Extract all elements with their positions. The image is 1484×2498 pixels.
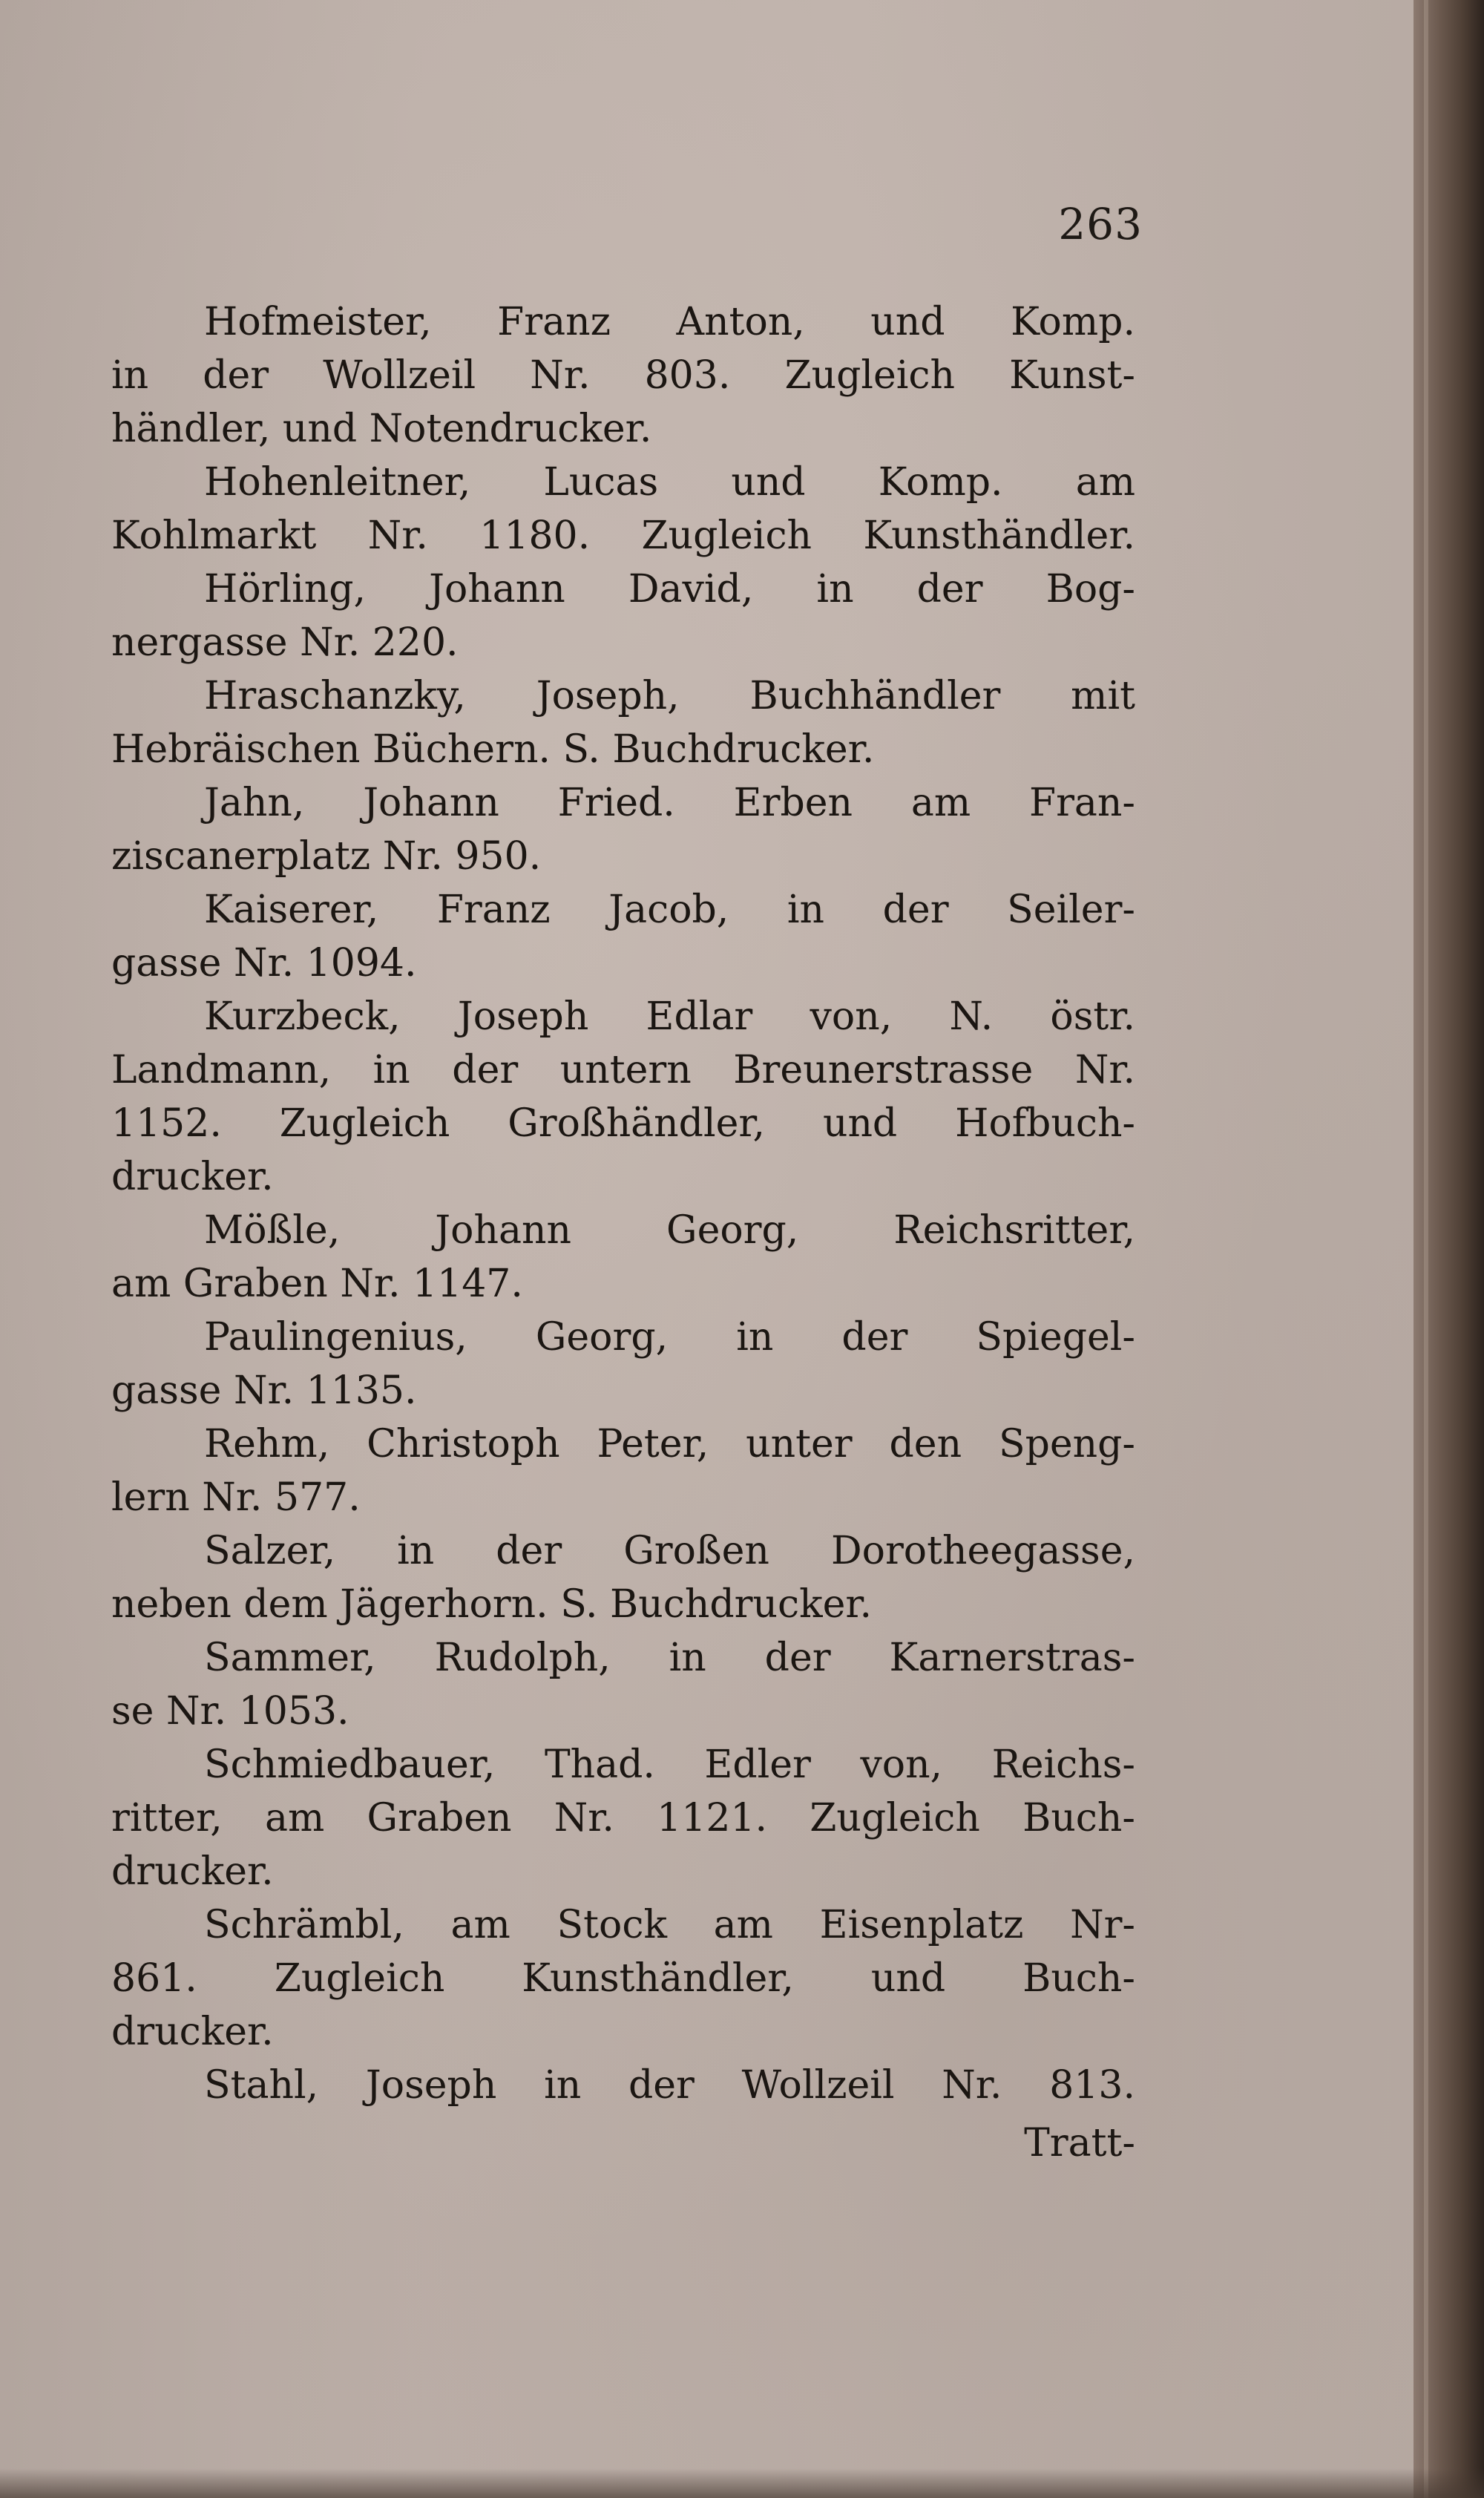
page-bottom-shadow — [0, 2468, 1484, 2498]
text-line: nergasse Nr. 220. — [111, 620, 459, 665]
text-line: in der Wollzeil Nr. 803. Zugleich Kunst- — [111, 353, 1135, 398]
text-line: ziscanerplatz Nr. 950. — [111, 834, 542, 879]
text-line: gasse Nr. 1135. — [111, 1368, 417, 1413]
text-line: drucker. — [111, 1849, 274, 1894]
text-line: Sammer, Rudolph, in der Karnerstras- — [204, 1636, 1135, 1680]
text-line: Hörling, Johann David, in der Bog- — [204, 567, 1135, 612]
text-line: ritter, am Graben Nr. 1121. Zugleich Buch- — [111, 1796, 1135, 1840]
text-line: Kurzbeck, Joseph Edlar von, N. östr. — [204, 994, 1135, 1039]
text-line: drucker. — [111, 2010, 274, 2054]
page-text — [111, 295, 1135, 2170]
text-line: Jahn, Johann Fried. Erben am Fran- — [204, 781, 1135, 825]
text-line: Hofmeister, Franz Anton, und Komp. — [204, 300, 1135, 344]
text-line: 861. Zugleich Kunsthändler, und Buch- — [111, 1956, 1135, 2001]
text-line: Rehm, Christoph Peter, unter den Speng- — [204, 1422, 1135, 1466]
text-line: Kaiserer, Franz Jacob, in der Seiler- — [204, 888, 1135, 932]
page-number: 263 — [1058, 199, 1143, 249]
text-line: Stahl, Joseph in der Wollzeil Nr. 813. — [204, 2063, 1135, 2108]
text-line: Hraschanzky, Joseph, Buchhändler mit — [204, 674, 1135, 718]
text-line: lern Nr. 577. — [111, 1475, 361, 1520]
text-line: 1152. Zugleich Großhändler, und Hofbuch- — [111, 1101, 1135, 1146]
text-line: Schmiedbauer, Thad. Edler von, Reichs- — [204, 1743, 1135, 1787]
text-line: Hebräischen Büchern. S. Buchdrucker. — [111, 727, 875, 772]
text-line: Schrämbl, am Stock am Eisenplatz Nr- — [204, 1903, 1135, 1947]
text-line: neben dem Jägerhorn. S. Buchdrucker. — [111, 1582, 873, 1627]
text-line: händler, und Notendrucker. — [111, 407, 652, 451]
text-line: drucker. — [111, 1155, 274, 1199]
text-line: Hohenleitner, Lucas und Komp. am — [204, 460, 1135, 505]
text-line: Kohlmarkt Nr. 1180. Zugleich Kunsthändler. — [111, 514, 1135, 558]
text-line: gasse Nr. 1094. — [111, 941, 417, 986]
text-line: Mößle, Johann Georg, Reichsritter, — [204, 1208, 1135, 1253]
text-line: Landmann, in der untern Breunerstrasse Nr. — [111, 1048, 1135, 1092]
text-line: Salzer, in der Großen Dorotheegasse, — [204, 1529, 1135, 1573]
text-line: Paulingenius, Georg, in der Spiegel- — [204, 1315, 1135, 1360]
catchword: Tratt- — [1024, 2121, 1135, 2166]
text-line: am Graben Nr. 1147. — [111, 1262, 523, 1306]
page-fore-edge — [1414, 0, 1484, 2498]
text-line: se Nr. 1053. — [111, 1689, 349, 1734]
